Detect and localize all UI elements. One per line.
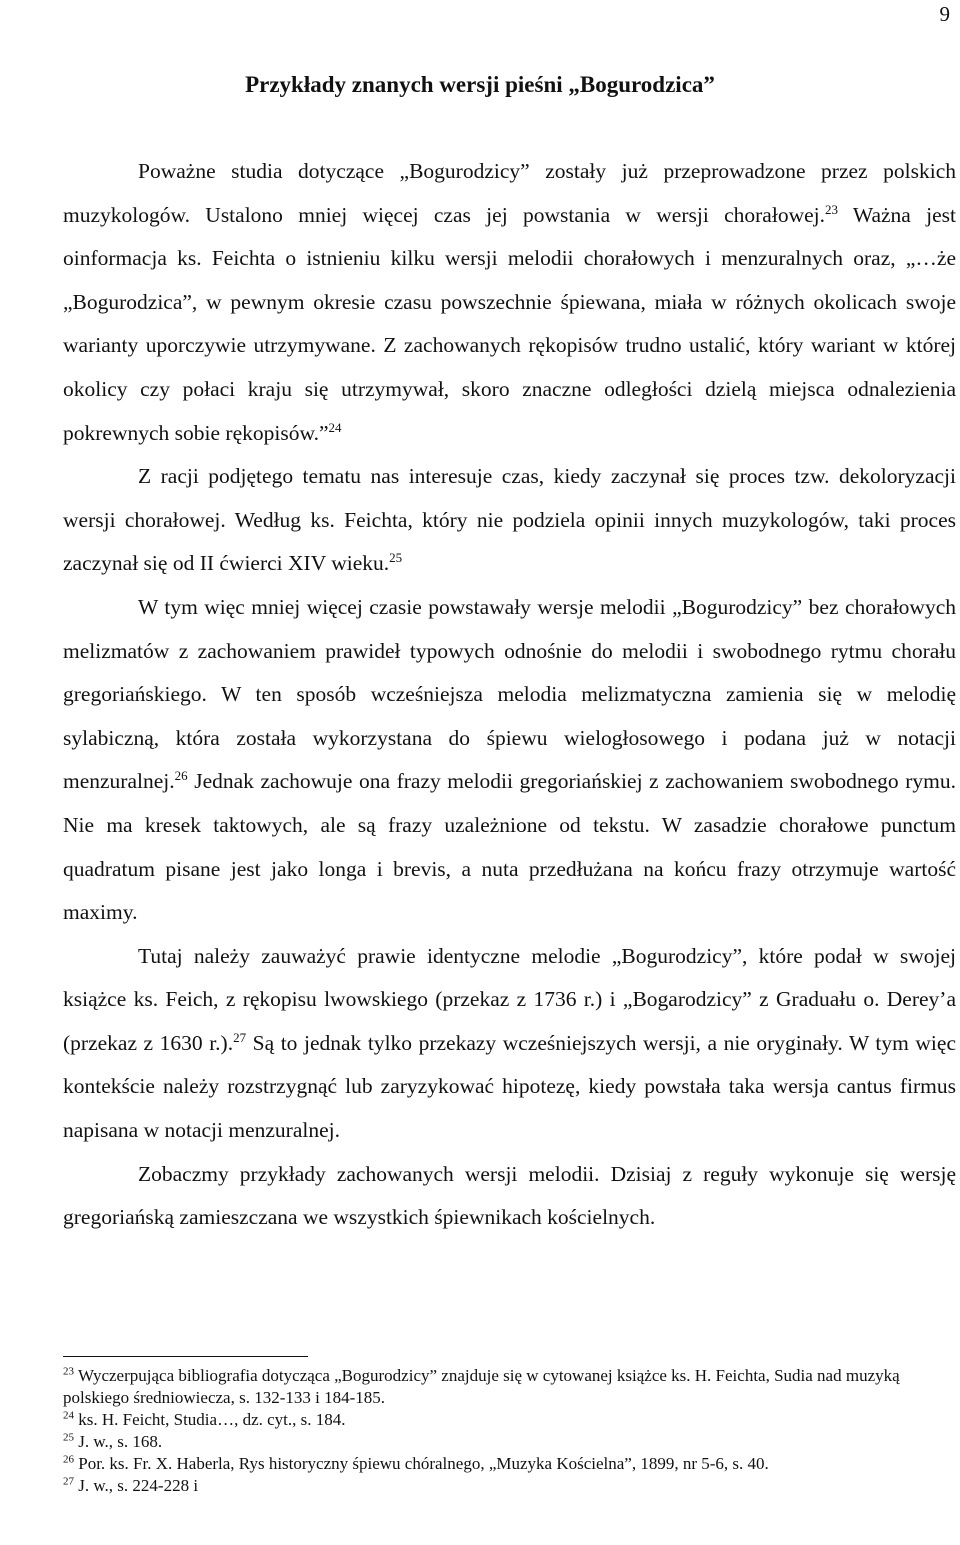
footnote-ref-26[interactable]: 26 <box>174 768 188 784</box>
footnote-number: 23 <box>63 1365 74 1378</box>
text-run: Jednak zachowuje ona frazy melodii gregoriańskiej z zachowaniem swobodnego rymu. Nie ma kresek taktowych, ale są frazy uzależnione od tekstu. W zasadzie chorałowe punctum quadratum pisane jest jako longa i brevis, a nuta przedłużana na końcu frazy otrzymuje wartość maximy. <box>63 769 956 925</box>
text-run: Są to jednak tylko przekazy wcześniejszych wersji, a nie oryginały. W tym więc kontekście należy rozstrzygnąć lub zaryzykować hipotezę, kiedy powstała taka wersja cantus firmus napisana w notacji menzuralnej. <box>63 1030 956 1143</box>
paragraph-3 <box>63 586 956 935</box>
text-run: Z racji podjętego tematu nas interesuje czas, kiedy zaczynał się proces tzw. dekoloryzacji wersji chorałowej. Według ks. Feichta, który nie podziela opinii innych muzykologów, taki proces zaczynał się od II ćwierci XIV wieku. <box>63 464 956 576</box>
footnote-24 <box>63 1409 953 1431</box>
footnote-ref-25[interactable]: 25 <box>389 550 403 566</box>
footnote-text: J. w., s. 224-228 i <box>74 1476 199 1495</box>
text-run: Zobaczmy przykłady zachowanych wersji melodii. Dzisiaj z reguły wykonuje się wersję gregoriańską zamieszczana we wszystkich śpiewnikach kościelnych. <box>63 1161 956 1230</box>
footnote-text: Wyczerpująca bibliografia dotycząca „Bogurodzicy” znajduje się w cytowanej książce ks. H. Feichta, Sudia nad muzyką polskiego średniowiecza, s. 132-133 i 184-185. <box>63 1366 900 1407</box>
footnotes <box>63 1365 953 1497</box>
footnote-25 <box>63 1431 953 1453</box>
paragraph-2 <box>63 455 956 586</box>
footnote-text: Por. ks. Fr. X. Haberla, Rys historyczny śpiewu chóralnego, „Muzyka Kościelna”, 1899, nr 5-6, s. 40. <box>74 1454 769 1473</box>
text-run: W tym więc mniej więcej czasie powstawały wersje melodii „Bogurodzicy” bez chorałowych melizmatów z zachowaniem prawideł typowych odnośnie do melodii i swobodnego rytmu chorału gregoriańskiego. W ten sposób wcześniejsza melodia melizmatyczna zamienia się w melodię sylabiczną, która została wykorzystana do śpiewu wielogłosowego i podana już w notacji menzuralnej. <box>63 594 956 794</box>
footnote-ref-24[interactable]: 24 <box>328 419 342 435</box>
paragraph-5 <box>63 1153 956 1240</box>
paragraph-4 <box>63 935 956 1153</box>
footnote-separator <box>63 1356 308 1357</box>
footnote-ref-27[interactable]: 27 <box>233 1029 247 1045</box>
footnote-23 <box>63 1365 953 1409</box>
footnote-26 <box>63 1453 953 1475</box>
paragraph-1 <box>63 150 956 455</box>
footnote-number: 24 <box>63 1409 74 1422</box>
footnote-number: 26 <box>63 1453 74 1466</box>
text-run: Ważna jest oinformacja ks. Feichta o istnieniu kilku wersji melodii chorałowych i menzuralnych oraz, „…że „Bogurodzica”, w pewnym okresie czasu powszechnie śpiewana, miała w różnych okolicach swoje warianty uporczywie utrzymywane. Z zachowanych rękopisów trudno ustalić, który wariant w której okolicy czy połaci kraju się utrzymywał, skoro znaczne odległości dzielą miejsca odnalezienia pokrewnych sobie rękopisów.” <box>63 202 956 445</box>
footnote-ref-23[interactable]: 23 <box>824 201 838 217</box>
footnote-27 <box>63 1475 953 1497</box>
text-run: Poważne studia dotyczące „Bogurodzicy” zostały już przeprowadzone przez polskich muzykologów. Ustalono mniej więcej czas jej powstania w wersji chorałowej. <box>63 159 956 227</box>
footnote-text: J. w., s. 168. <box>74 1432 163 1451</box>
footnote-number: 27 <box>63 1475 74 1488</box>
page-title: Przykłady znanych wersji pieśni „Bogurodzica” <box>245 72 715 97</box>
page-number: 9 <box>939 2 950 26</box>
footnote-text: ks. H. Feicht, Studia…, dz. cyt., s. 184. <box>74 1410 346 1429</box>
body-text <box>63 150 956 1240</box>
footnote-number: 25 <box>63 1431 74 1444</box>
text-run: Tutaj należy zauważyć prawie identyczne melodie „Bogurodzicy”, które podał w swojej książce ks. Feich, z rękopisu lwowskiego (przekaz z 1736 r.) i „Bogarodzicy” z Graduału o. Derey’a (przekaz z 1630 r.). <box>63 943 956 1055</box>
